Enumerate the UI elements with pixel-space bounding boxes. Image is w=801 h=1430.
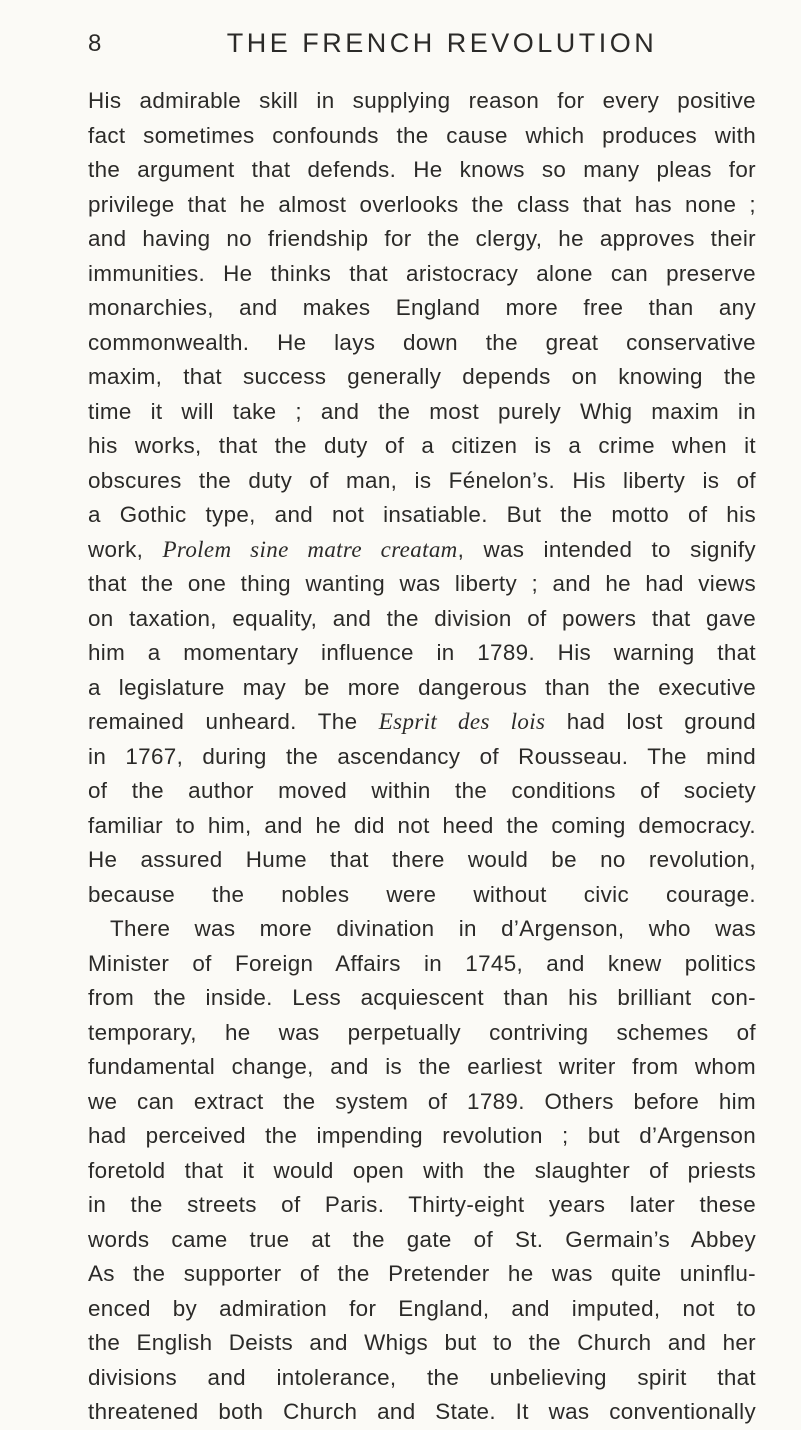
- text-line: on taxation, equality, and the division of powers that gave: [88, 605, 756, 631]
- text-line: divisions and intolerance, the unbelieving spirit that: [88, 1364, 756, 1390]
- text-segment: , was intended to signify: [457, 536, 756, 562]
- text-segment: work,: [88, 536, 163, 562]
- text-line: we can extract the system of 1789. Others before him: [88, 1088, 756, 1114]
- italic-title: Prolem sine matre creatam: [162, 536, 458, 562]
- text-line: privilege that he almost overlooks the class that has none ;: [88, 191, 756, 217]
- text-segment: remained unheard. The: [88, 709, 379, 734]
- text-line: His admirable skill in supplying reason for every positive: [88, 88, 756, 113]
- text-segment: had lost ground: [545, 709, 756, 734]
- text-line: foretold that it would open with the slaughter of priests: [88, 1157, 756, 1183]
- text-line: of the author moved within the conditions of society: [88, 778, 756, 803]
- running-title: THE FRENCH REVOLUTION: [226, 28, 658, 58]
- text-line: in 1767, during the ascendancy of Rousseau. The mind: [88, 743, 756, 769]
- text-line: threatened both Church and State. It was conventionally: [88, 1399, 756, 1424]
- page-number: 8: [88, 30, 103, 57]
- text-line: him a momentary influence in 1789. His warning that: [88, 640, 756, 665]
- text-line: words came true at the gate of St. Germain’s Abbey: [88, 1226, 756, 1252]
- text-line: temporary, he was perpetually contriving schemes of: [88, 1019, 756, 1045]
- italic-title: Esprit des lois: [378, 709, 546, 734]
- text-line: a legislature may be more dangerous than the executive: [88, 674, 756, 700]
- text-line: [88, 533, 756, 568]
- text-line: that the one thing wanting was liberty ; and he had views: [88, 571, 756, 596]
- text-line: [88, 705, 756, 740]
- text-line: time it will take ; and the most purely Whig maxim in: [88, 398, 756, 424]
- text-line: immunities. He thinks that aristocracy alone can preserve: [88, 260, 756, 286]
- text-line: commonwealth. He lays down the great conservative: [88, 329, 756, 355]
- text-line: fact sometimes confounds the cause which produces with: [88, 122, 756, 148]
- body-text: [88, 84, 756, 1430]
- text-line: from the inside. Less acquiescent than his brilliant con-: [88, 985, 756, 1010]
- text-line: the English Deists and Whigs but to the Church and her: [88, 1330, 756, 1355]
- text-line: and having no friendship for the clergy, he approves their: [88, 226, 756, 251]
- text-line: had perceived the impending revolution ; but d’Argenson: [88, 1123, 756, 1148]
- text-line: familiar to him, and he did not heed the coming democracy.: [88, 812, 756, 838]
- text-line: monarchies, and makes England more free than any: [88, 295, 756, 320]
- text-line: There was more divination in d’Argenson, who was: [110, 916, 756, 941]
- text-line: Minister of Foreign Affairs in 1745, and knew politics: [88, 950, 756, 976]
- text-line: the argument that defends. He knows so many pleas for: [88, 157, 756, 182]
- text-line: fundamental change, and is the earliest writer from whom: [88, 1054, 756, 1079]
- text-line: enced by admiration for England, and imputed, not to: [88, 1295, 756, 1321]
- text-line: his works, that the duty of a citizen is a crime when it: [88, 433, 756, 458]
- text-line: As the supporter of the Pretender he was quite uninflu-: [88, 1261, 756, 1286]
- running-head: [88, 28, 756, 64]
- text-line: in the streets of Paris. Thirty-eight years later these: [88, 1192, 756, 1217]
- text-line: a Gothic type, and not insatiable. But the motto of his: [88, 502, 756, 527]
- text-line: maxim, that success generally depends on knowing the: [88, 364, 756, 389]
- text-line: obscures the duty of man, is Fénelon’s. His liberty is of: [88, 467, 756, 493]
- text-line: because the nobles were without civic courage.: [88, 881, 756, 907]
- text-line: He assured Hume that there would be no revolution,: [88, 847, 756, 872]
